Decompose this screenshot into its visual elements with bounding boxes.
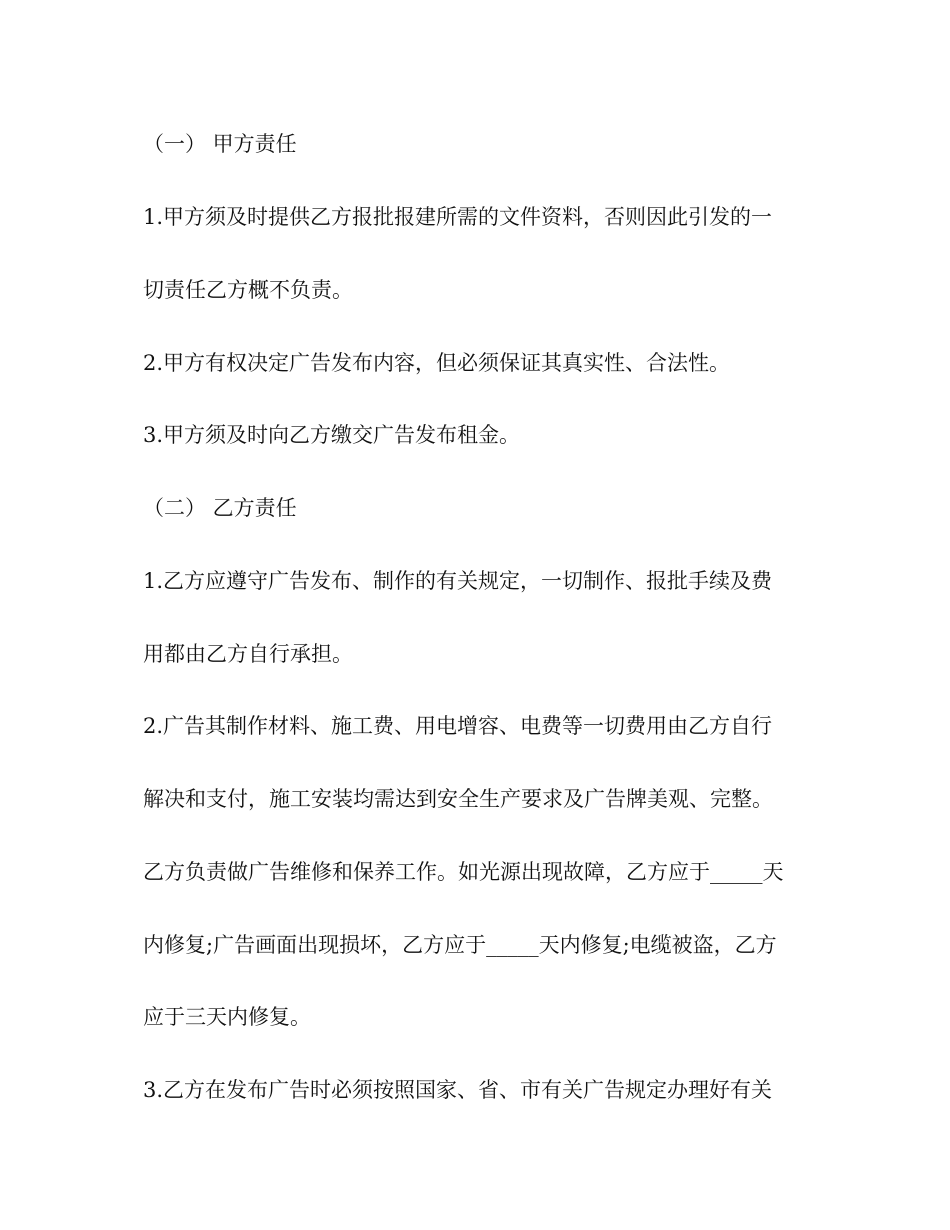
paragraph-line: 3.甲方须及时向乙方缴交广告发布租金。 bbox=[143, 423, 521, 447]
section-heading-party-a: （一） 甲方责任 bbox=[143, 132, 297, 156]
paragraph-line: 2.广告其制作材料、施工费、用电增容、电费等一切费用由乙方自行 bbox=[143, 714, 773, 738]
paragraph-line: 1.乙方应遵守广告发布、制作的有关规定，一切制作、报批手续及费 bbox=[143, 569, 773, 593]
paragraph-line: 解决和支付，施工安装均需达到安全生产要求及广告牌美观、完整。 bbox=[143, 787, 773, 811]
paragraph-line: 应于三天内修复。 bbox=[143, 1005, 311, 1029]
paragraph-line: 2.甲方有权决定广告发布内容，但必须保证其真实性、合法性。 bbox=[143, 351, 731, 375]
paragraph-line: 用都由乙方自行承担。 bbox=[143, 642, 353, 666]
paragraph-line: 内修复;广告画面出现损坏，乙方应于_____天内修复;电缆被盗，乙方 bbox=[143, 933, 777, 957]
paragraph-line: 1.甲方须及时提供乙方报批报建所需的文件资料，否则因此引发的一 bbox=[143, 205, 773, 229]
paragraph-line: 3.乙方在发布广告时必须按照国家、省、市有关广告规定办理好有关 bbox=[143, 1078, 773, 1102]
paragraph-line: 乙方负责做广告维修和保养工作。如光源出现故障，乙方应于_____天 bbox=[143, 860, 784, 884]
section-heading-party-b: （二） 乙方责任 bbox=[143, 496, 297, 520]
paragraph-line: 切责任乙方概不负责。 bbox=[143, 278, 353, 302]
